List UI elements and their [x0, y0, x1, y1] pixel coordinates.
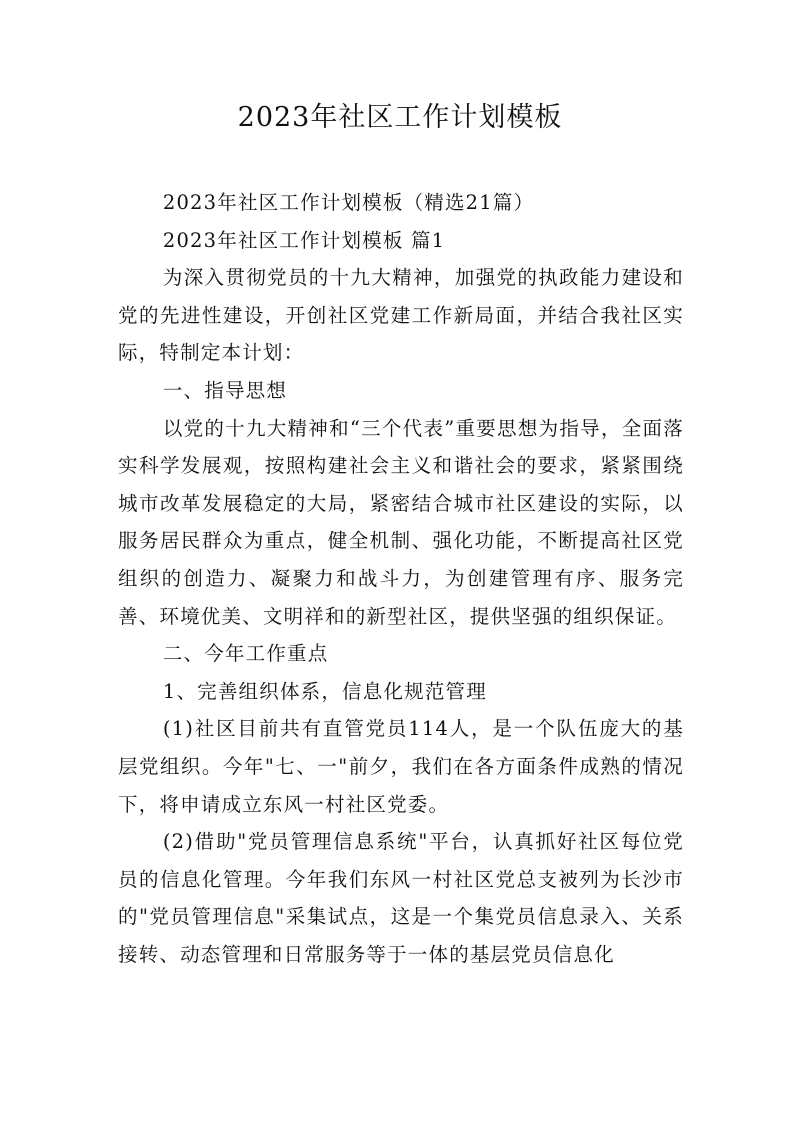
paragraph-item-1: (1)社区目前共有直管党员114人，是一个队伍庞大的基层党组织。今年"七、一"前夕，我们在各方面条件成熟的情况下，将申请成立东风一村社区党委。 — [118, 717, 684, 816]
document-title: 2023年社区工作计划模板 — [237, 102, 563, 133]
paragraph-subtitle: 2023年社区工作计划模板（精选21篇） — [162, 191, 535, 214]
subheading-organization: 1、完善组织体系，信息化规范管理 — [162, 679, 487, 703]
paragraph-guiding-ideology: 以党的十九大精神和“三个代表”重要思想为指导，全面落实科学发展观，按照构建社会主义和谐社会的要求，紧紧围绕城市改革发展稳定的大局，紧密结合城市社区建设的实际，以服务居民群众为重点，健全机制、强化功能，不断提高社区党组织的创造力、凝聚力和战斗力，为创建管理有序、服务完善、环境优美、文明祥和的新型社区，提供坚强的组织保证。 — [118, 416, 684, 628]
heading-work-priorities: 二、今年工作重点 — [162, 642, 329, 666]
document-body — [118, 184, 684, 973]
paragraph-section-heading: 2023年社区工作计划模板 篇1 — [162, 228, 446, 252]
heading-guiding-ideology: 一、指导思想 — [162, 378, 288, 402]
paragraph-intro: 为深入贯彻党员的十九大精神，加强党的执政能力建设和党的先进性建设，开创社区党建工作新局面，并结合我社区实际，特制定本计划： — [118, 266, 684, 365]
paragraph-item-2: (2)借助"党员管理信息系统"平台，认真抓好社区每位党员的信息化管理。今年我们东风一村社区党总支被列为长沙市的"党员管理信息"采集试点，这是一个集党员信息录入、关系接转、动态管理和日常服务等于一体的基层党员信息化 — [118, 830, 684, 966]
